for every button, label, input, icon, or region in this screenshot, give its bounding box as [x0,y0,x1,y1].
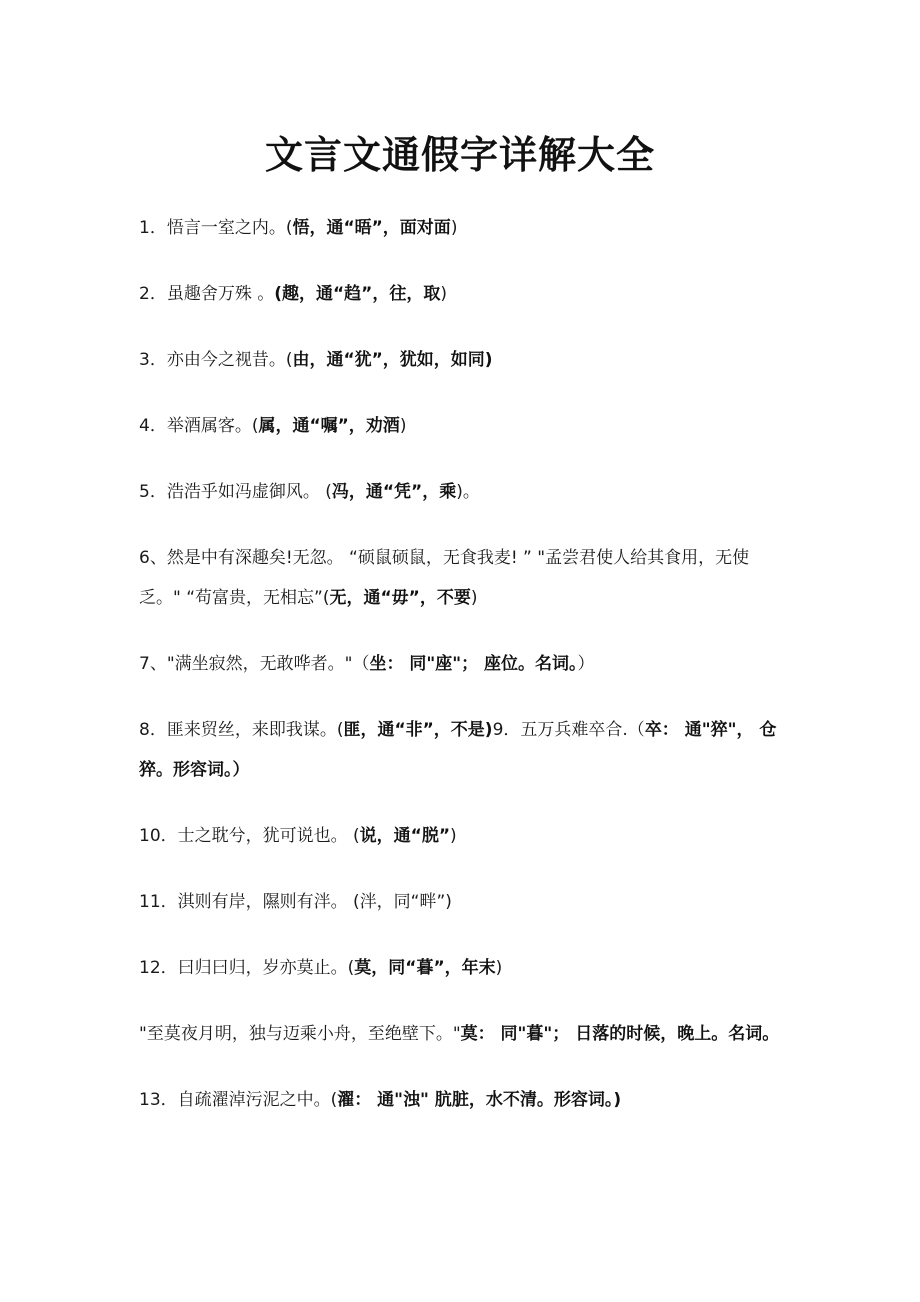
entry-text: 5．浩浩乎如冯虚御风。 ( [139,482,332,502]
entry-annotation: 由，通“犹”，犹如，如同) [292,350,493,370]
entry-text: 4．举酒属客。( [139,416,259,436]
entry-annotation: 莫，同“暮”，年末 [354,958,496,978]
entry-list [139,208,789,1146]
list-item [139,406,789,446]
entry-tail: ) [470,588,478,608]
entry-tail: )。 [456,482,480,502]
entry-annotation: 濯： 通"浊" 肮脏，水不清。形容词。) [337,1090,622,1110]
entry-text: "至莫夜月明，独与迈乘小舟，至绝壁下。" [139,1024,461,1044]
entry-annotation: 匪，通“非”，不是) [343,720,493,740]
page-title: 文言文通假字详解大全 [264,133,655,177]
entry-annotation: 无，通“毋”，不要 [329,588,471,608]
list-item [139,948,789,988]
entry-tail: ) [450,826,457,846]
entry-tail: ) [399,416,407,436]
entry-text: 3．亦由今之视昔。( [139,350,293,370]
entry-annotation: 冯，通“凭”，乘 [331,482,457,502]
entry-tail: 9．五万兵难卒合.（ [492,720,645,740]
entry-text: 8．匪来贸丝，来即我谋。( [139,720,344,740]
list-item [139,208,789,248]
entry-annotation: 属，通“嘱”，劝酒 [258,416,400,436]
list-item [139,1014,789,1054]
list-item [139,882,789,922]
entry-tail: ） [577,654,595,674]
entry-text: 2．虽趣舍万殊 。 [139,284,275,304]
entry-text: 12．曰归曰归，岁亦莫止。( [139,958,355,978]
list-item [139,538,789,618]
entry-text: 13．自疏濯淖污泥之中。( [139,1090,338,1110]
list-item [139,1080,789,1120]
list-item [139,340,789,380]
list-item [139,816,789,856]
entry-annotation: 坐： 同"座"； 座位。名词。 [369,654,578,674]
entry-tail: ) [440,284,447,304]
list-item [139,644,789,684]
entry-annotation: 说，通“脱” [359,826,451,846]
entry-text: 10．士之耽兮，犹可说也。 ( [139,826,360,846]
entry-tail: ) [450,218,458,238]
entry-text: 7、"满坐寂然，无敢哗者。"（ [139,654,370,674]
entry-annotation-2: 卒： 通"猝"， 仓猝。形容词。） [139,720,777,780]
entry-annotation: 莫： 同"暮"； 日落的时候，晚上。名词。 [460,1024,780,1044]
entry-annotation: (趣，通“趋”，往，取 [274,284,441,304]
list-item [139,274,789,314]
entry-text: 11．淇则有岸，隰则有泮。 (泮，同“畔”) [139,892,452,912]
entry-text: 6、然是中有深趣矣!无忽。 “硕鼠硕鼠，无食我麦! ” "孟尝君使人给其食用，无使乏。" “苟富贵，无相忘”( [139,548,750,608]
list-item [139,472,789,512]
entry-tail: ) [495,958,503,978]
entry-annotation: 悟，通“晤”，面对面 [292,218,451,238]
entry-text: 1．悟言一室之内。( [139,218,293,238]
list-item [139,710,789,790]
